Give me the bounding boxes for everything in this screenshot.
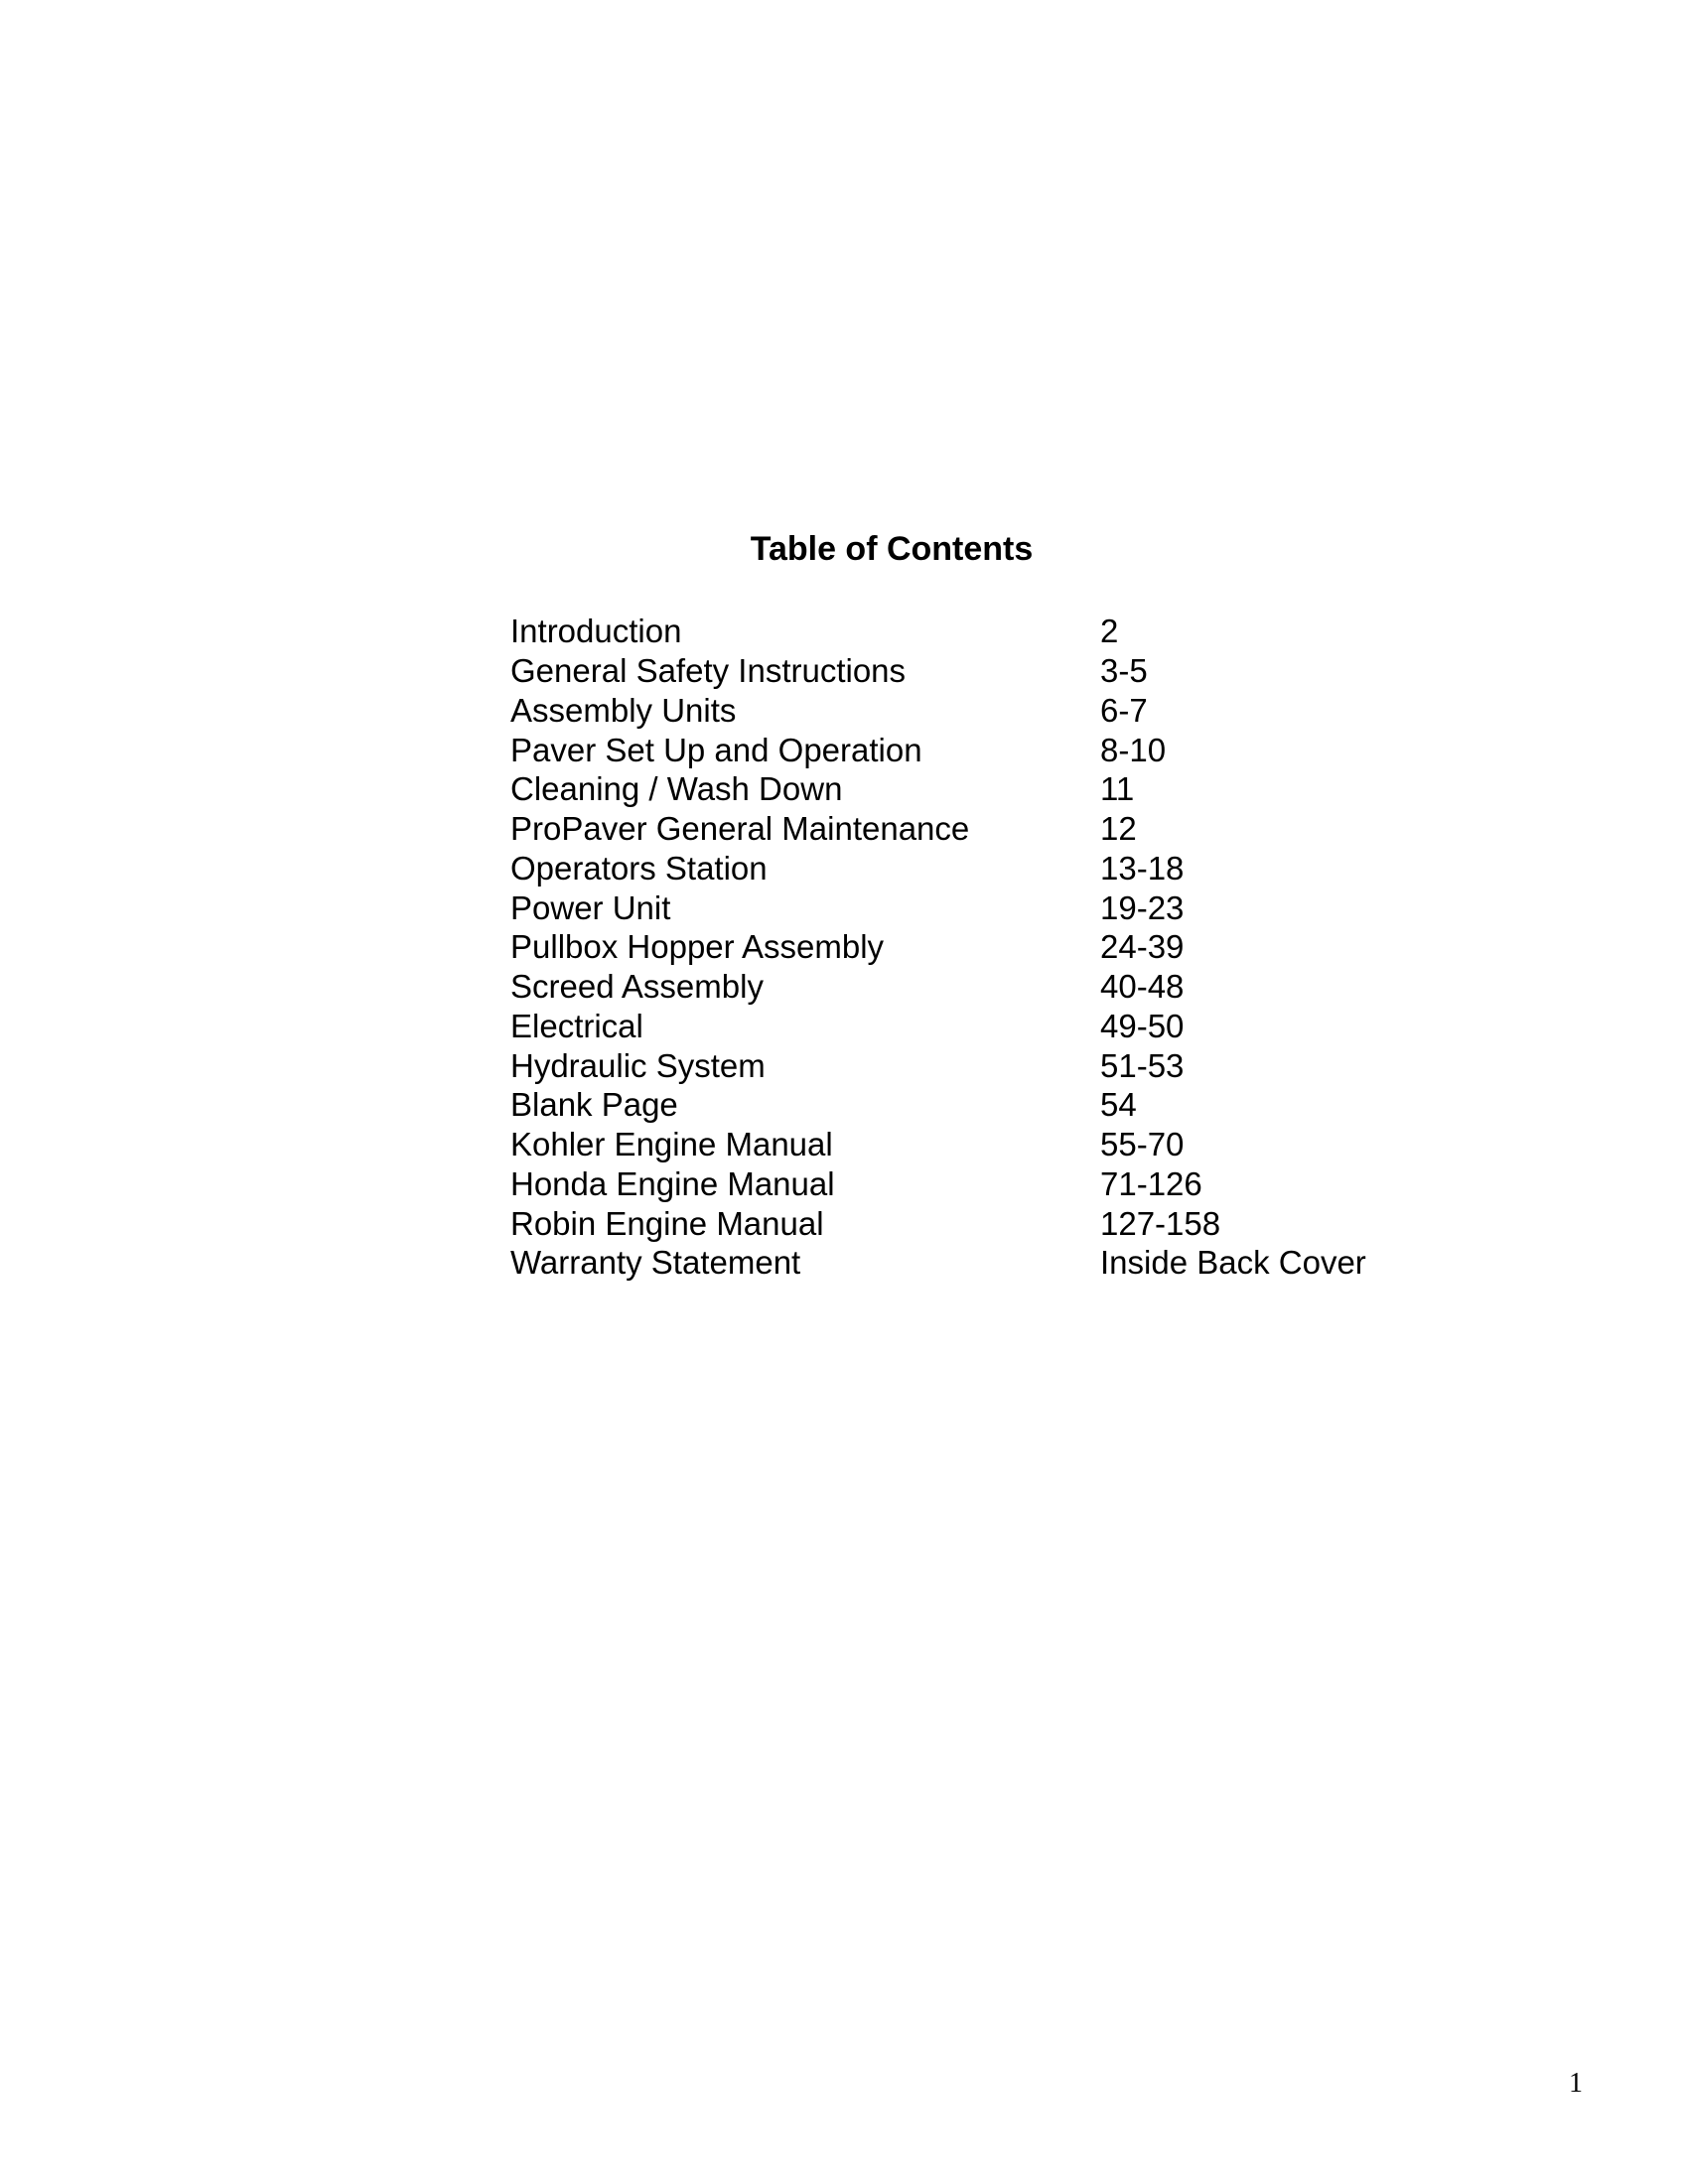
toc-entry-label: Honda Engine Manual <box>510 1164 835 1202</box>
toc-entry-pages: 13-18 <box>1100 849 1185 887</box>
toc-entry <box>510 1164 1404 1204</box>
toc-entry <box>510 1007 1404 1046</box>
page-number: 1 <box>1569 2068 1583 2099</box>
toc-entry <box>510 612 1404 651</box>
toc-entry <box>510 1125 1404 1164</box>
toc-entry <box>510 691 1404 731</box>
toc-entry <box>510 651 1404 691</box>
toc-entry-label: Warranty Statement <box>510 1244 801 1282</box>
toc-entry-label: General Safety Instructions <box>510 652 907 690</box>
toc-entry-pages: 24-39 <box>1100 928 1185 966</box>
toc-title: Table of Contents <box>750 530 1034 568</box>
toc-entry-label: Assembly Units <box>510 691 737 729</box>
toc-entry <box>510 1243 1404 1283</box>
toc-entry-label: Pullbox Hopper Assembly <box>510 928 885 966</box>
toc-entry-label: Power Unit <box>510 888 671 926</box>
toc-entry-label: Electrical <box>510 1007 643 1044</box>
toc-entry-pages: 40-48 <box>1100 968 1185 1006</box>
toc-entry-pages: 12 <box>1100 810 1137 848</box>
toc-entry-pages: 6-7 <box>1100 691 1148 729</box>
toc-entry-pages: 2 <box>1100 613 1119 650</box>
toc-entry-label: Kohler Engine Manual <box>510 1126 833 1163</box>
toc-entry-label: ProPaver General Maintenance <box>510 810 970 848</box>
toc-entry <box>510 1045 1404 1085</box>
toc-entry-pages: 11 <box>1100 770 1135 808</box>
toc-entry-pages: 8-10 <box>1100 731 1167 768</box>
toc-entry <box>510 927 1404 967</box>
toc-entry-pages: 71-126 <box>1100 1164 1202 1202</box>
toc-entry <box>510 849 1404 888</box>
toc-entry <box>510 809 1404 849</box>
toc-entry <box>510 967 1404 1007</box>
toc-entry-label: Paver Set Up and Operation <box>510 731 922 768</box>
toc-entry-pages: 19-23 <box>1100 888 1185 926</box>
toc-entry <box>510 1085 1404 1125</box>
toc-entry-label: Introduction <box>510 613 682 650</box>
toc-entry-pages: 51-53 <box>1100 1046 1185 1084</box>
toc-list <box>510 612 1404 1283</box>
toc-entry <box>510 887 1404 927</box>
toc-entry-pages: 55-70 <box>1100 1126 1185 1163</box>
toc-entry-pages: 3-5 <box>1100 652 1148 690</box>
toc-entry-label: Robin Engine Manual <box>510 1204 824 1242</box>
toc-entry-pages: 49-50 <box>1100 1007 1185 1044</box>
toc-entry <box>510 1203 1404 1243</box>
toc-entry-label: Operators Station <box>510 849 768 887</box>
toc-entry-label: Hydraulic System <box>510 1046 766 1084</box>
toc-entry-pages: 54 <box>1100 1086 1137 1124</box>
toc-entry-pages: 127-158 <box>1100 1204 1221 1242</box>
toc-entry-pages: Inside Back Cover <box>1100 1244 1366 1282</box>
toc-entry <box>510 769 1404 809</box>
toc-entry-label: Blank Page <box>510 1086 678 1124</box>
toc-entry-label: Cleaning / Wash Down <box>510 770 843 808</box>
toc-entry-label: Screed Assembly <box>510 968 764 1006</box>
toc-entry <box>510 730 1404 769</box>
